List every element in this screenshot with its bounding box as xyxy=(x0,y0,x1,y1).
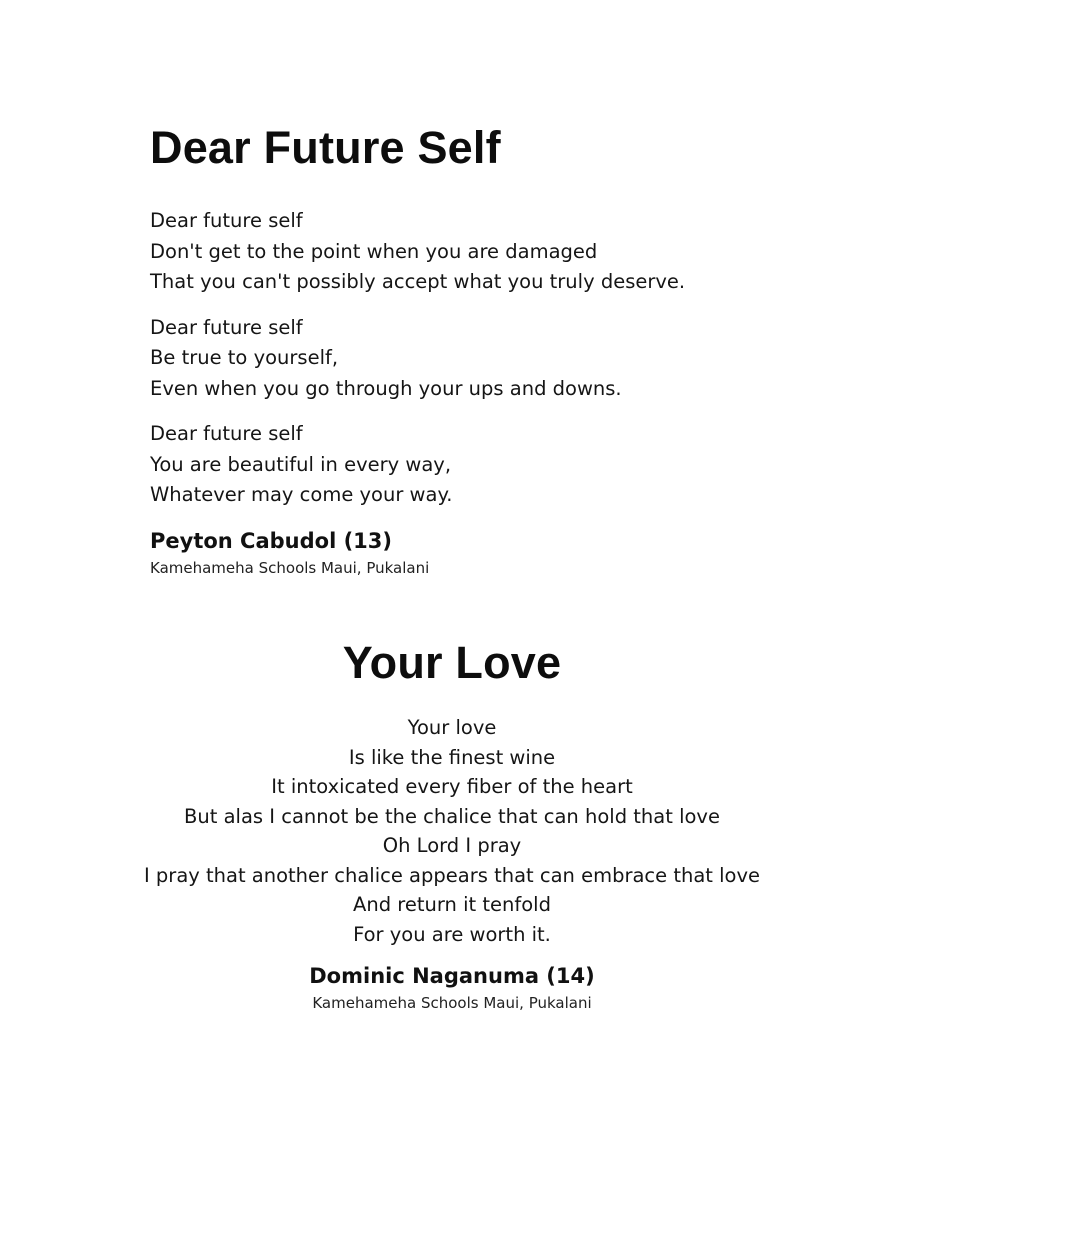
poem-line: And return it tenfold xyxy=(353,893,551,916)
poem-line: Dear future self xyxy=(150,209,303,232)
author-name: Peyton Cabudol (13) xyxy=(150,528,393,553)
poem-line: But alas I cannot be the chalice that can hold that love xyxy=(184,804,720,828)
poem-line: You are beautiful in every way, xyxy=(150,452,452,476)
poem-line: Oh Lord I pray xyxy=(382,834,522,857)
poem-line: For you are worth it. xyxy=(353,922,551,946)
poem-line: Be true to yourself, xyxy=(150,346,339,369)
stanza xyxy=(150,313,870,405)
poem-line: Is like the finest wine xyxy=(348,745,556,769)
poem-line: Dear future self xyxy=(150,422,303,445)
poem-title: Your Love xyxy=(342,637,562,688)
poem-line: It intoxicated every fiber of the heart xyxy=(271,775,633,798)
poem-line: I pray that another chalice appears that can embrace that love xyxy=(143,863,761,887)
author-name: Dominic Naganuma (14) xyxy=(309,964,595,988)
poem-line: Your love xyxy=(407,716,497,739)
stanza xyxy=(120,713,784,949)
stanza xyxy=(150,206,870,298)
stanza xyxy=(150,419,870,511)
poem-your-love xyxy=(120,633,784,1015)
poem-line: Whatever may come your way. xyxy=(150,483,453,506)
poem-title: Dear Future Self xyxy=(150,122,501,173)
poem-dear-future-self xyxy=(150,118,870,580)
poem-line: Even when you go through your ups and downs. xyxy=(150,376,622,400)
author-school: Kamehameha Schools Maui, Pukalani xyxy=(150,558,430,577)
author-school: Kamehameha Schools Maui, Pukalani xyxy=(312,994,592,1012)
poem-line: That you can't possibly accept what you truly deserve. xyxy=(150,270,686,293)
poem-line: Don't get to the point when you are damaged xyxy=(150,239,598,263)
poem-line: Dear future self xyxy=(150,315,303,339)
